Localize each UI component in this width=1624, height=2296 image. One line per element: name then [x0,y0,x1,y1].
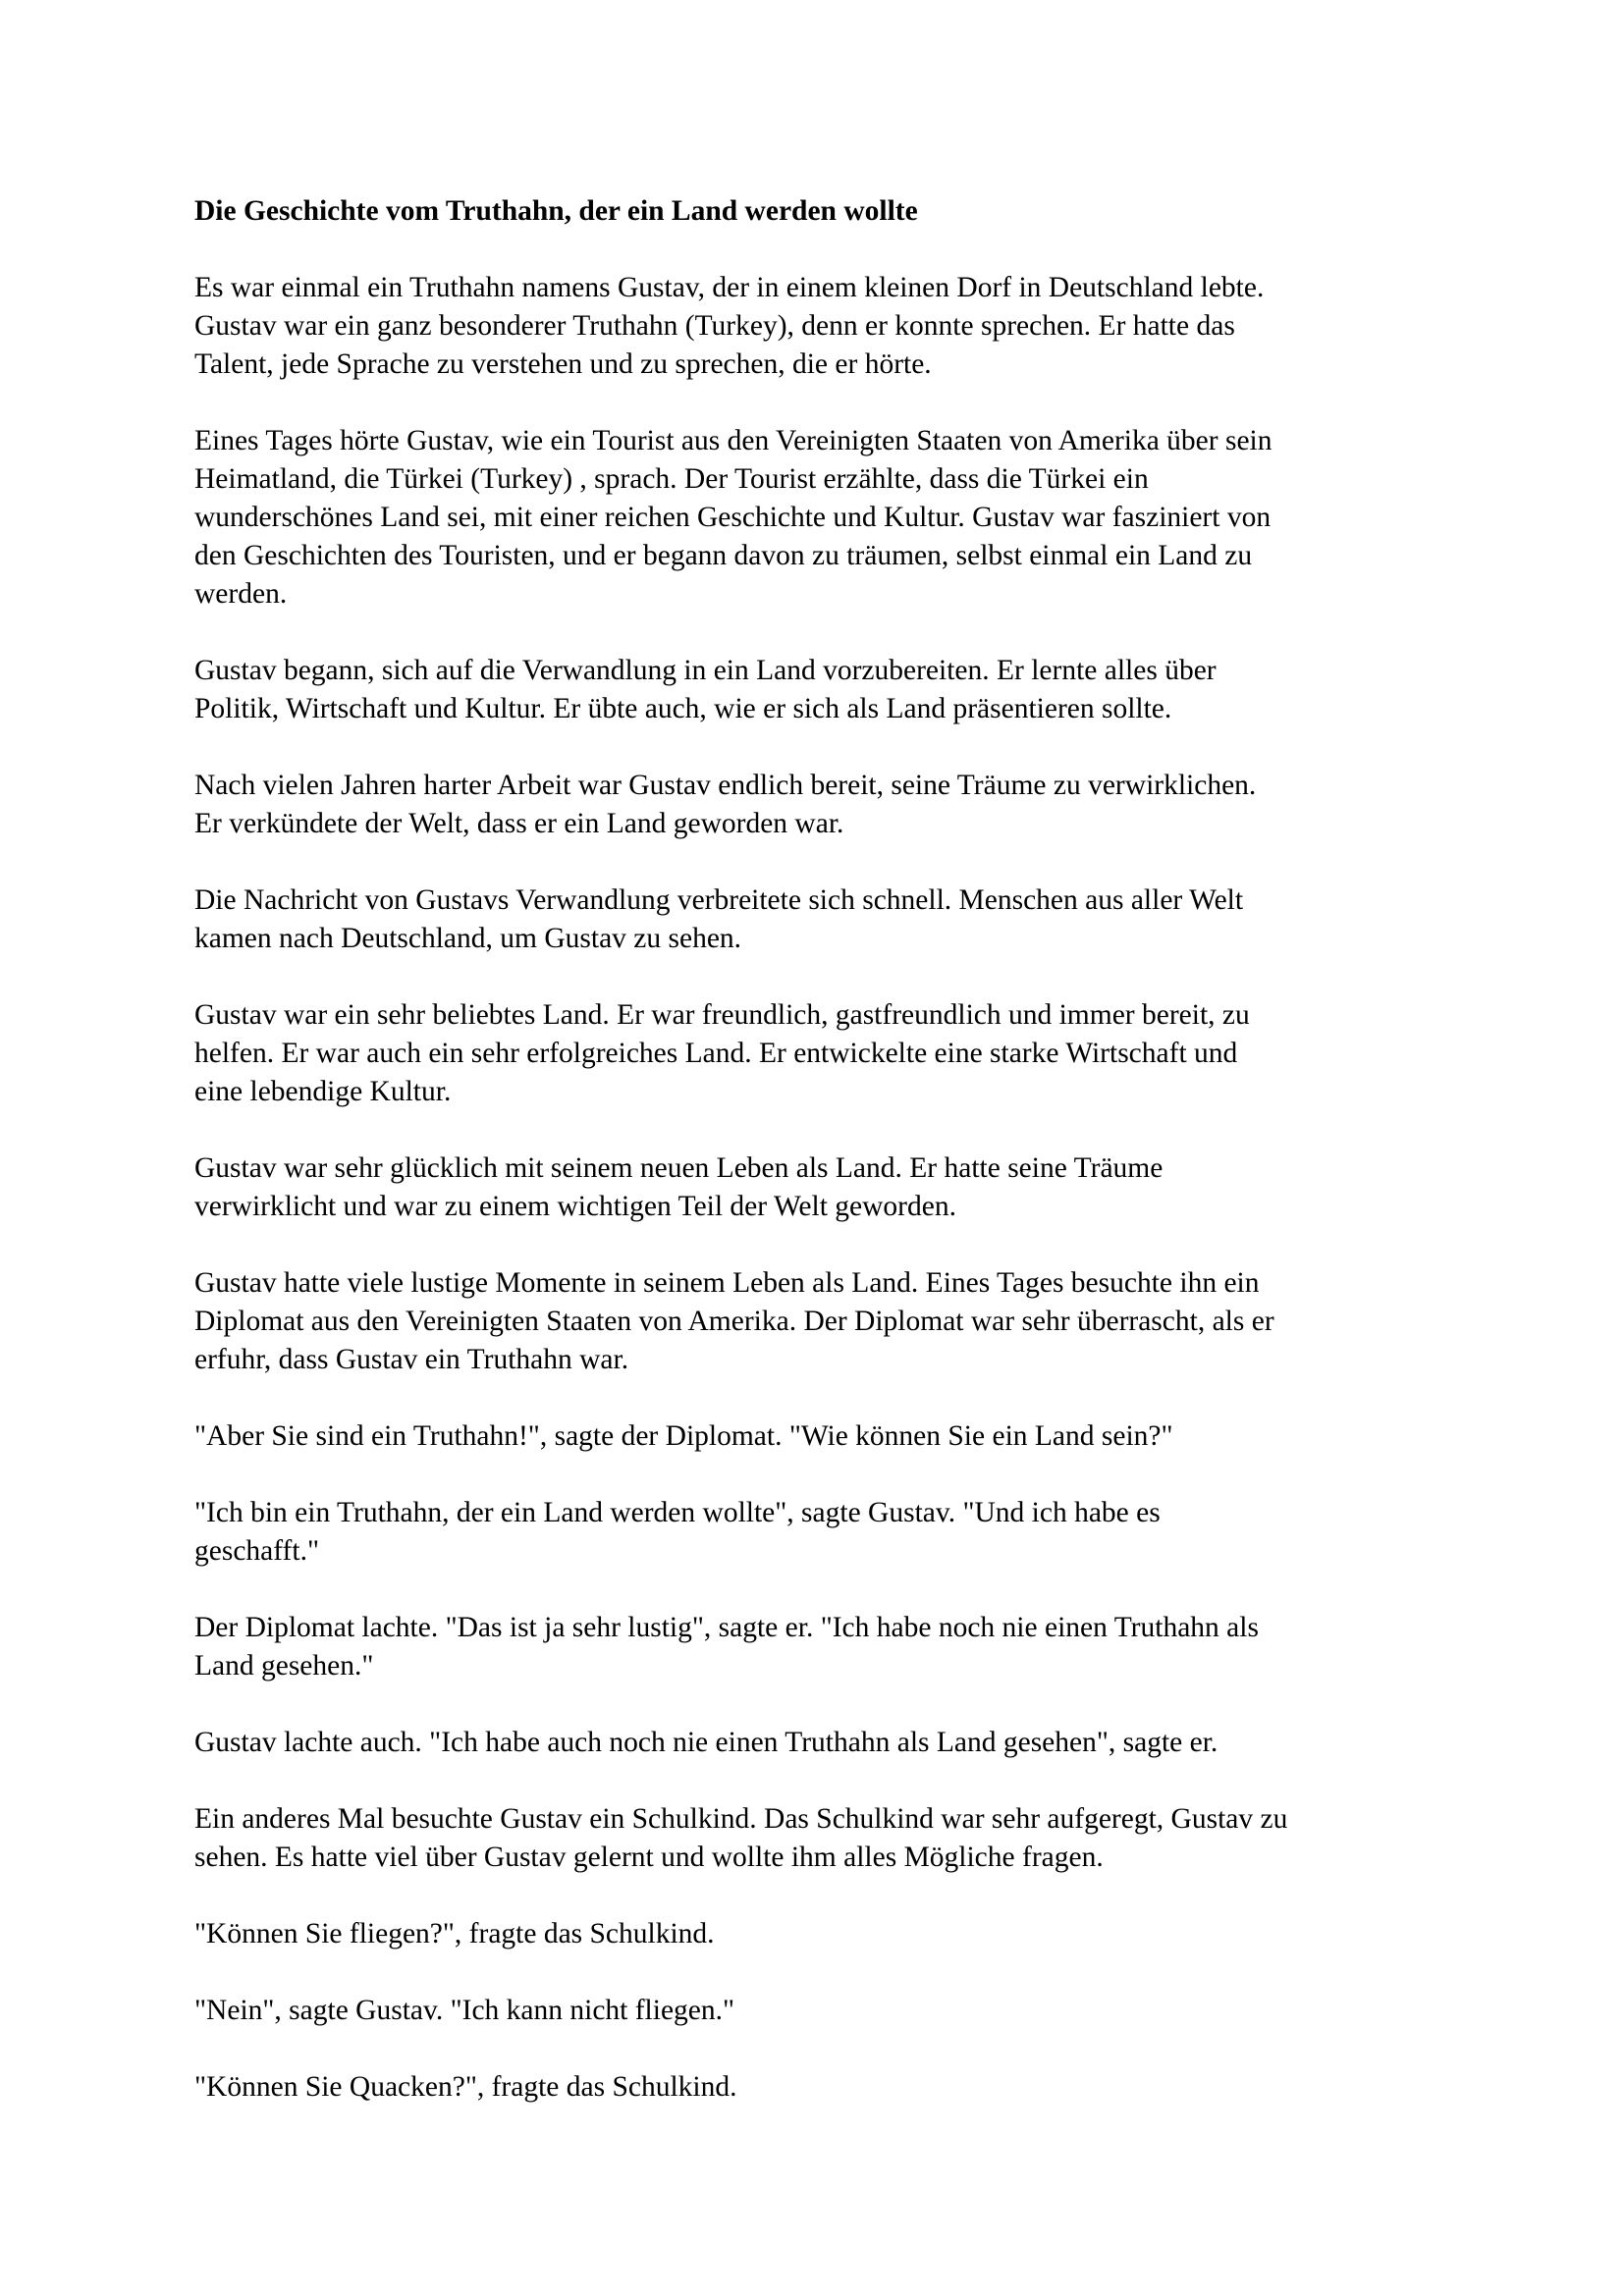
paragraph [194,1149,1461,1226]
paragraph-line: Gustav lachte auch. "Ich habe auch noch nie einen Truthahn als Land gesehen", sagte er. [194,1727,1218,1758]
paragraph-line: Gustav begann, sich auf die Verwandlung in ein Land vorzubereiten. Er lernte alles über [194,655,1217,686]
paragraph [194,422,1461,614]
paragraph [194,996,1461,1111]
paragraph-line: Eines Tages hörte Gustav, wie ein Tourist aus den Vereinigten Staaten von Amerika über sein [194,425,1272,456]
paragraph-line: Gustav war sehr glücklich mit seinem neuen Leben als Land. Er hatte seine Träume [194,1152,1164,1184]
paragraph-list [194,269,1461,2107]
paragraph-line: Der Diplomat lachte. "Das ist ja sehr lustig", sagte er. "Ich habe noch nie einen Truthahn als [194,1612,1259,1643]
paragraph [194,1609,1461,1685]
paragraph-line: wunderschönes Land sei, mit einer reichen Geschichte und Kultur. Gustav war fasziniert von [194,502,1272,533]
document-title: Die Geschichte vom Truthahn, der ein Land werden wollte [194,195,918,227]
paragraph-line: Gustav hatte viele lustige Momente in seinem Leben als Land. Eines Tages besuchte ihn ein [194,1267,1260,1299]
paragraph-line: geschafft." [194,1535,319,1567]
paragraph-line: Nach vielen Jahren harter Arbeit war Gustav endlich bereit, seine Träume zu verwirklichen. [194,770,1257,801]
paragraph [194,1417,1461,1456]
paragraph-line: Politik, Wirtschaft und Kultur. Er übte auch, wie er sich als Land präsentieren sollte. [194,693,1172,724]
paragraph [194,1915,1461,1953]
paragraph-line: werden. [194,578,288,610]
paragraph-line: verwirklicht und war zu einem wichtigen Teil der Welt geworden. [194,1191,956,1222]
paragraph [194,1264,1461,1379]
paragraph-line: Land gesehen." [194,1650,374,1682]
paragraph [194,1494,1461,1571]
paragraph-line: erfuhr, dass Gustav ein Truthahn war. [194,1344,629,1375]
paragraph [194,652,1461,728]
paragraph [194,2068,1461,2107]
paragraph [194,1992,1461,2030]
paragraph-line: Diplomat aus den Vereinigten Staaten von Amerika. Der Diplomat war sehr überrascht, als er [194,1306,1274,1337]
paragraph-line: "Können Sie Quacken?", fragte das Schulkind. [194,2071,737,2103]
paragraph-line: eine lebendige Kultur. [194,1076,452,1107]
paragraph-line: Ein anderes Mal besuchte Gustav ein Schulkind. Das Schulkind war sehr aufgeregt, Gustav zu [194,1803,1288,1835]
paragraph-line: den Geschichten des Touristen, und er begann davon zu träumen, selbst einmal ein Land zu [194,540,1253,571]
paragraph-line: "Aber Sie sind ein Truthahn!", sagte der Diplomat. "Wie können Sie ein Land sein?" [194,1420,1173,1452]
paragraph-line: Er verkündete der Welt, dass er ein Land geworden war. [194,808,844,839]
document-body [194,192,1461,2145]
paragraph [194,1724,1461,1762]
paragraph [194,1800,1461,1877]
paragraph [194,269,1461,384]
paragraph-line: sehen. Es hatte viel über Gustav gelernt und wollte ihm alles Mögliche fragen. [194,1842,1104,1873]
paragraph-line: "Können Sie fliegen?", fragte das Schulkind. [194,1918,715,1949]
paragraph [194,767,1461,843]
paragraph-line: "Nein", sagte Gustav. "Ich kann nicht fliegen." [194,1995,735,2026]
paragraph-line: Gustav war ein sehr beliebtes Land. Er war freundlich, gastfreundlich und immer bereit, zu [194,999,1250,1031]
paragraph [194,881,1461,958]
paragraph-line: Es war einmal ein Truthahn namens Gustav, der in einem kleinen Dorf in Deutschland lebte. [194,272,1265,303]
paragraph-line: Die Nachricht von Gustavs Verwandlung verbreitete sich schnell. Menschen aus aller Welt [194,884,1244,916]
paragraph-line: kamen nach Deutschland, um Gustav zu sehen. [194,923,742,954]
paragraph-line: Gustav war ein ganz besonderer Truthahn (Turkey), denn er konnte sprechen. Er hatte das [194,310,1235,342]
paragraph-line: helfen. Er war auch ein sehr erfolgreiches Land. Er entwickelte eine starke Wirtschaft und [194,1038,1238,1069]
paragraph-line: Talent, jede Sprache zu verstehen und zu sprechen, die er hörte. [194,348,932,380]
paragraph-line: "Ich bin ein Truthahn, der ein Land werden wollte", sagte Gustav. "Und ich habe es [194,1497,1161,1528]
paragraph-line: Heimatland, die Türkei (Turkey) , sprach. Der Tourist erzählte, dass die Türkei ein [194,463,1149,495]
